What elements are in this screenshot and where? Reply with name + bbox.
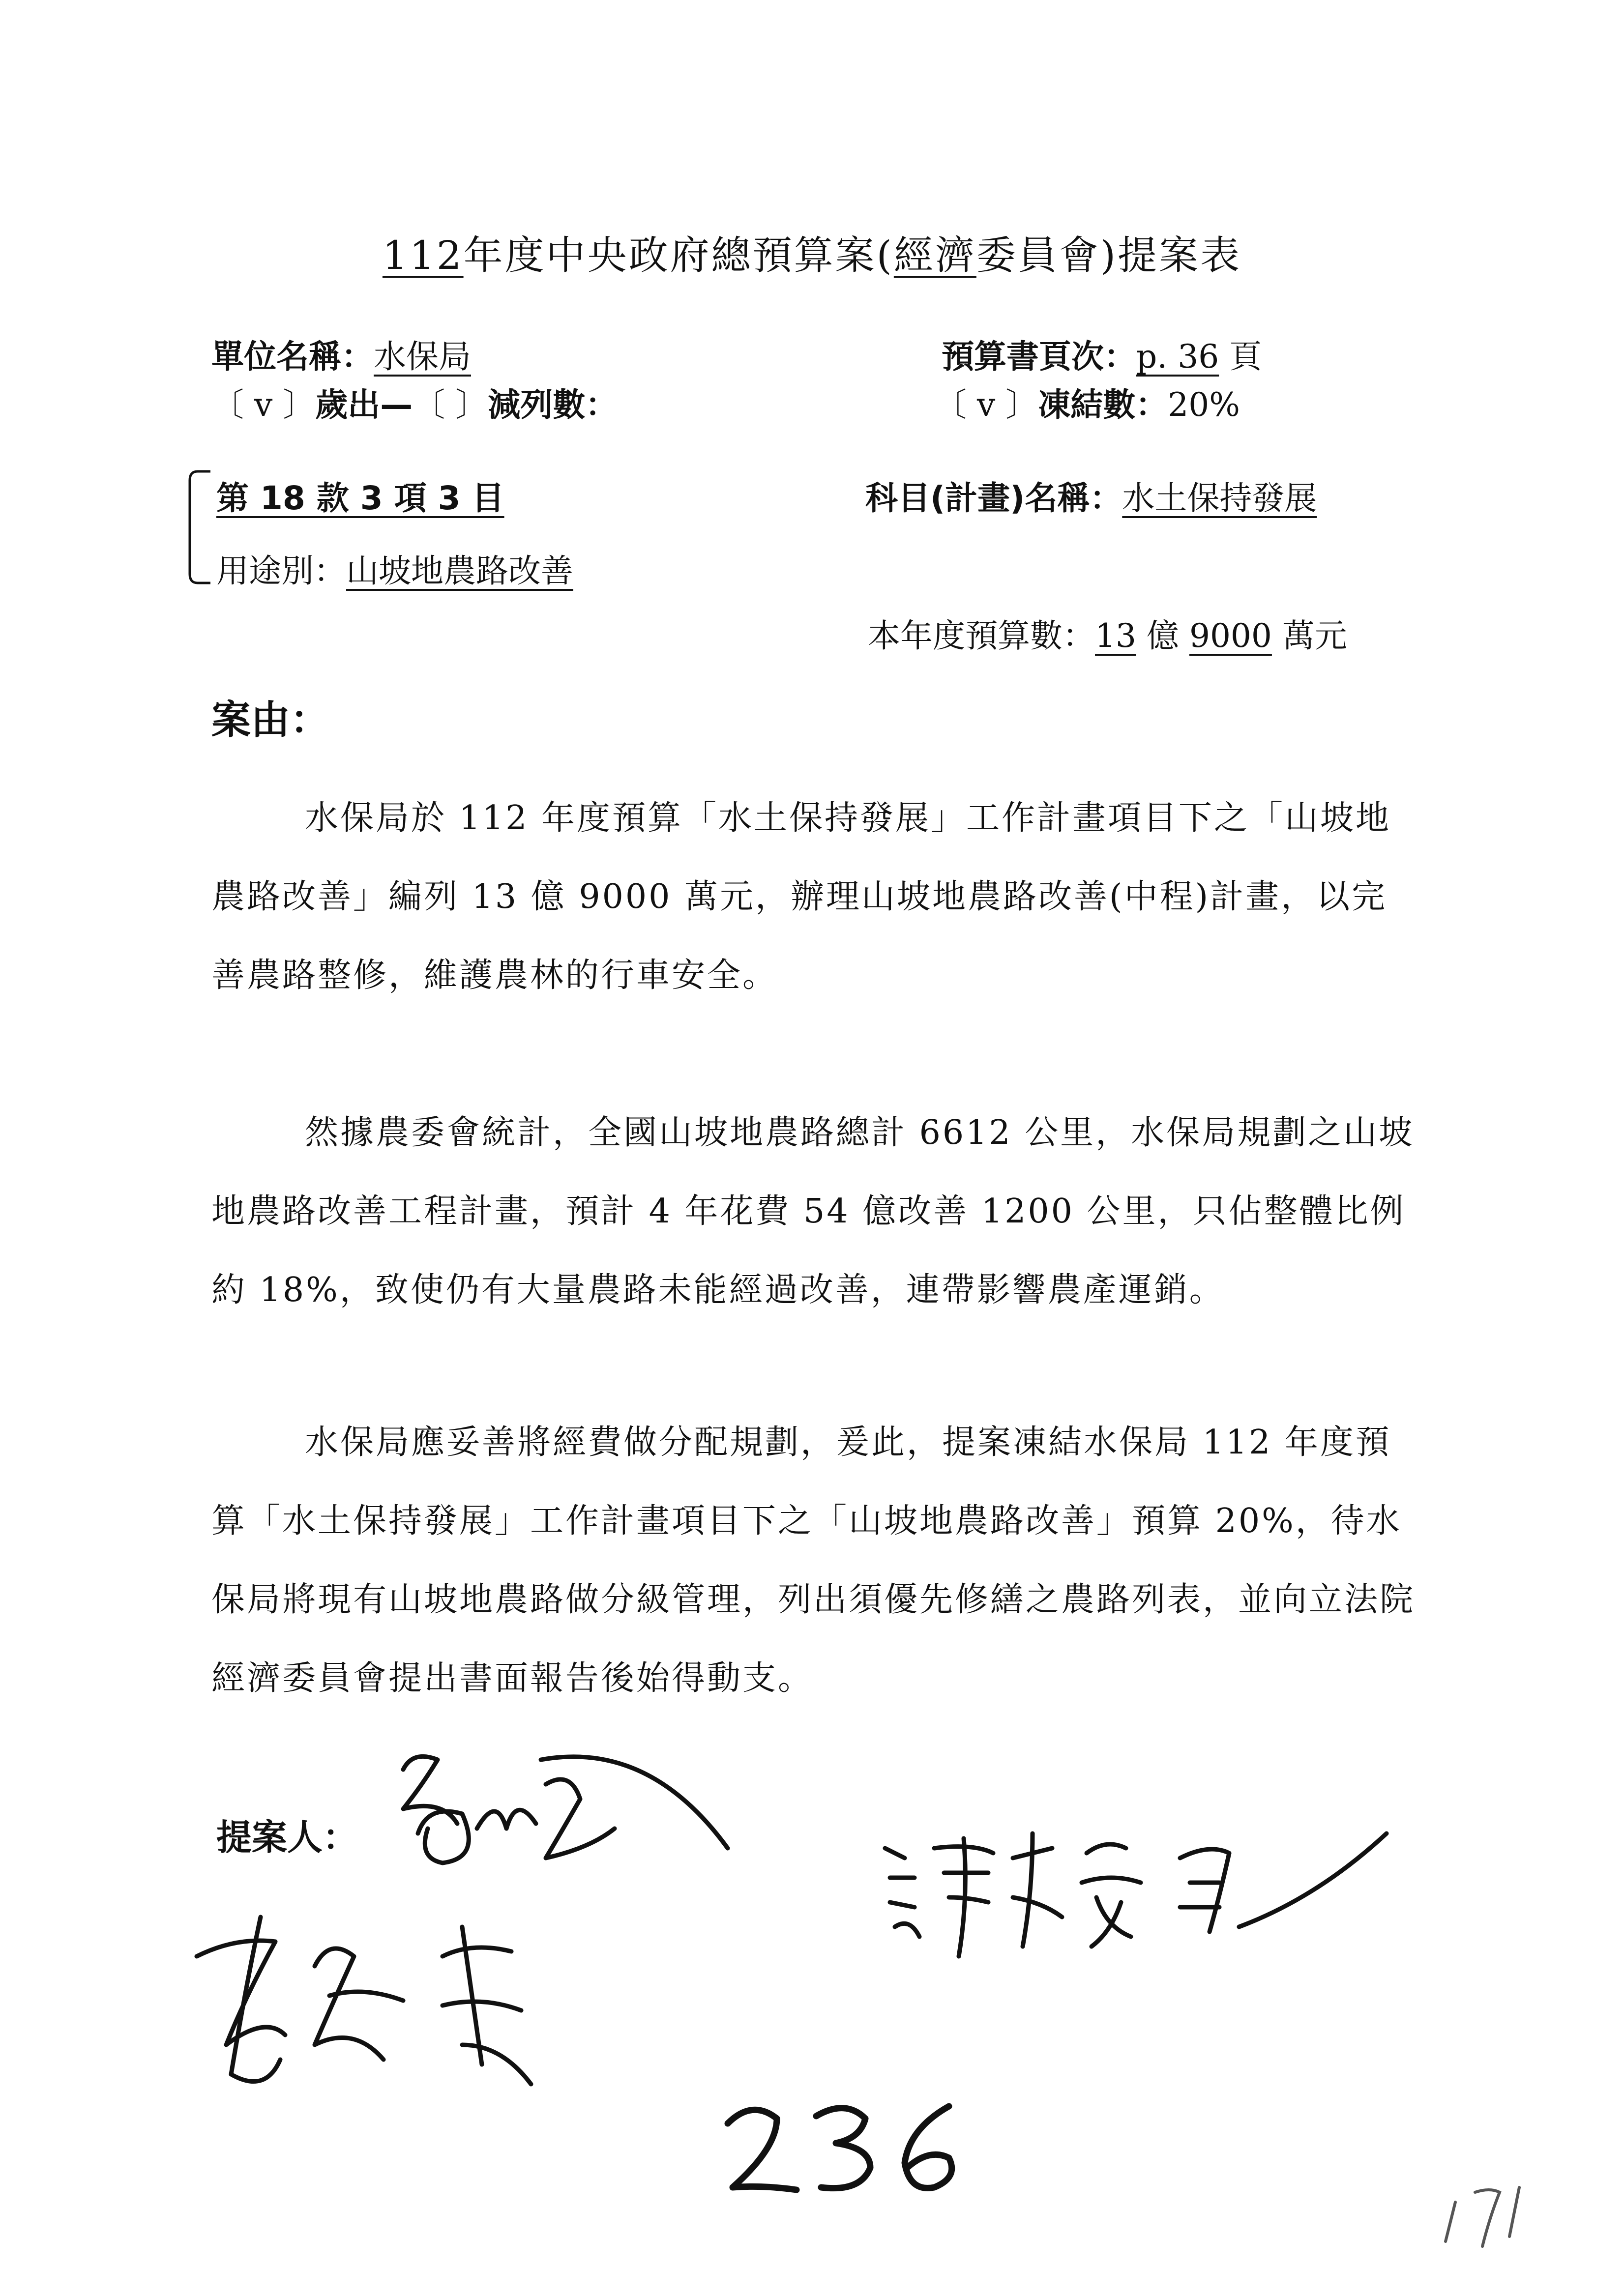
unit-row — [211, 330, 471, 377]
use-label: 用途別： — [216, 552, 346, 590]
budget-page-row — [942, 330, 1262, 377]
handwritten-page-number — [713, 2094, 988, 2202]
title-part-1: 年度中央政府總預算案( — [463, 233, 894, 278]
annual-budget-yi-unit: 億 — [1146, 617, 1179, 655]
unit-label: 單位名稱： — [211, 338, 374, 376]
annual-budget-label: 本年度預算數： — [868, 617, 1095, 655]
case-heading: 案由： — [211, 697, 329, 743]
case-paragraph-1: 水保局於 112 年度預算「水土保持發展」工作計畫項目下之「山坡地農路改善」編列 13 億 9000 萬元，辦理山坡地農路改善(中程)計畫，以完善農路整修，維護農林的行車安全。 — [211, 799, 1391, 995]
annual-budget-wan: 9000 — [1189, 617, 1272, 655]
expense-row — [211, 378, 618, 425]
title-year: 112 — [382, 233, 464, 278]
budget-page-label: 預算書頁次： — [942, 338, 1136, 376]
handwritten-corner-mark — [1436, 2173, 1544, 2251]
freeze-row — [934, 378, 1240, 425]
annual-budget-yi: 13 — [1095, 617, 1136, 655]
freeze-checkbox: 〔 v 〕 — [934, 386, 1038, 424]
freeze-value: 20% — [1168, 386, 1240, 424]
budget-page-suffix: 頁 — [1229, 338, 1262, 376]
subject-row — [865, 472, 1317, 519]
budget-page-value: p. 36 — [1136, 338, 1219, 376]
subject-value: 水土保持發展 — [1122, 479, 1317, 517]
document-title — [0, 224, 1624, 280]
freeze-label: 凍結數： — [1038, 386, 1168, 424]
use-value: 山坡地農路改善 — [346, 552, 573, 590]
reduce-checkbox: 〔 〕 — [413, 386, 488, 424]
unit-value: 水保局 — [374, 338, 471, 376]
proposer-label: 提案人： — [216, 1817, 358, 1858]
expense-checkbox: 〔 v 〕 — [211, 386, 316, 424]
use-row — [216, 545, 573, 591]
case-paragraph-3: 水保局應妥善將經費做分配規劃，爰此，提案凍結水保局 112 年度預算「水土保持發展」工作計畫項目下之「山坡地農路改善」預算 20%，待水保局將現有山坡地農路做分級管理，列出須優先修繕之農路列表，並向立法院經濟委員會提出書面報告後始得動支。 — [211, 1423, 1416, 1698]
annual-budget-row — [868, 610, 1347, 656]
expense-label: 歲出— — [315, 386, 413, 424]
signature-2 — [167, 1897, 610, 2128]
budget-item-value: 第 18 款 3 項 3 目 — [216, 479, 504, 517]
subject-label: 科目(計畫)名稱： — [865, 479, 1122, 517]
bracket-icon — [187, 469, 211, 585]
title-committee: 經濟 — [893, 233, 976, 278]
case-paragraph-2: 然據農委會統計，全國山坡地農路總計 6612 公里，水保局規劃之山坡地農路改善工程計畫，預計 4 年花費 54 億改善 1200 公里，只佔整體比例約 18%，致使仍有大量農路未能經過改善，連帶影響農產運銷。 — [211, 1113, 1415, 1309]
budget-item — [216, 472, 504, 519]
signature-3 — [875, 1819, 1396, 1966]
title-part-2: 委員會)提案表 — [976, 233, 1242, 278]
reduce-label: 減列數： — [488, 386, 618, 424]
annual-budget-wan-unit: 萬元 — [1282, 617, 1347, 655]
